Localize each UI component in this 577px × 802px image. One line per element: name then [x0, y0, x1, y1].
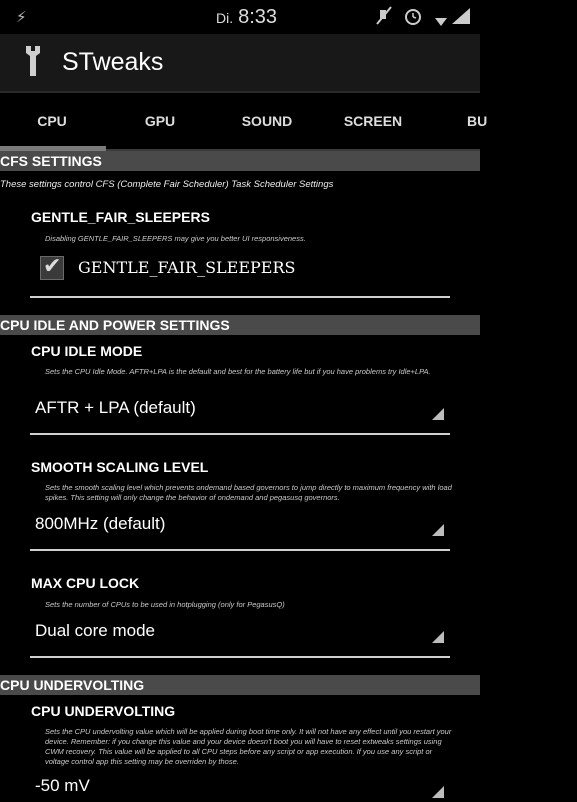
setting-description-max-cpu-lock: Sets the number of CPUs to be used in hotplugging (only for PegasusQ) [45, 600, 285, 609]
divider [30, 549, 450, 551]
signal-icon [452, 8, 470, 29]
tab-bu[interactable]: BU [467, 113, 488, 129]
clock-time: 8:33 [238, 6, 278, 28]
divider [30, 656, 450, 658]
clock [216, 6, 277, 29]
setting-title-max-cpu-lock: MAX CPU LOCK [31, 575, 140, 591]
wrench-icon [22, 44, 44, 78]
setting-description-smooth-scaling-level: Sets the smooth scaling level which prevents ondemand based governors to jump directly to maximum frequency with load spikes. This setting will only change the behavior of ondemand and pegasusq governors. [45, 483, 452, 502]
cpu-idle-mode-spinner[interactable] [30, 394, 448, 424]
cpu-idle-mode-value: AFTR + LPA (default) [35, 398, 196, 417]
wifi-icon [435, 12, 447, 33]
setting-description-gentle-fair-sleepers: Disabling GENTLE_FAIR_SLEEPERS may give you better UI responsiveness. [45, 234, 306, 243]
section-header-cfs: CFS SETTINGS [0, 151, 480, 171]
setting-title-cpu-undervolting: CPU UNDERVOLTING [31, 703, 176, 719]
mute-icon [376, 6, 392, 31]
setting-title-cpu-idle-mode: CPU IDLE MODE [31, 343, 143, 359]
divider [30, 296, 450, 298]
cpu-undervolting-spinner[interactable] [30, 772, 448, 802]
action-bar [0, 34, 480, 92]
app-title: STweaks [62, 48, 164, 76]
section-header-cpu-idle: CPU IDLE AND POWER SETTINGS [0, 315, 480, 335]
smooth-scaling-level-value: 800MHz (default) [35, 514, 166, 533]
charging-bolt-icon: ⚡ [16, 9, 27, 26]
tab-screen[interactable]: SCREEN [343, 113, 403, 129]
tab-cpu[interactable]: CPU [37, 113, 67, 129]
divider [30, 433, 450, 435]
setting-description-cpu-undervolting: Sets the CPU undervolting value which will be applied during boot time only. It will not have any effect until you restart your device. Remember: if you change this value and your device doesn't boot you will have to reset extweaks settings using CWM recovery. This value will be applied to all CPU steps before any script or app execution. If you use any script or voltage control app this setting may be overriden by those. [45, 727, 452, 766]
status-bar [0, 0, 480, 34]
smooth-scaling-level-spinner[interactable] [30, 510, 448, 540]
checkmark-icon: ✔ [43, 253, 62, 278]
section-header-cpu-undervolting: CPU UNDERVOLTING [0, 675, 480, 695]
gentle-fair-sleepers-checkbox[interactable] [40, 253, 64, 280]
max-cpu-lock-spinner[interactable] [30, 617, 448, 647]
setting-title-gentle-fair-sleepers: GENTLE_FAIR_SLEEPERS [31, 209, 210, 225]
tab-gpu[interactable]: GPU [144, 113, 176, 129]
setting-description-cpu-idle-mode: Sets the CPU Idle Mode. AFTR+LPA is the default and best for the battery life but if you have problems try Idle+LPA. [45, 367, 431, 376]
cpu-undervolting-value: -50 mV [35, 776, 90, 795]
tab-sound[interactable]: SOUND [241, 113, 293, 129]
spinner-arrow-icon [432, 524, 444, 536]
gentle-fair-sleepers-checkbox-label[interactable]: GENTLE_FAIR_SLEEPERS [78, 258, 296, 277]
spinner-arrow-icon [432, 408, 444, 420]
clock-day: Di. [216, 10, 234, 26]
tab-bar [0, 93, 488, 149]
spinner-arrow-icon [432, 631, 444, 643]
spinner-arrow-icon [432, 786, 444, 798]
setting-title-smooth-scaling-level: SMOOTH SCALING LEVEL [31, 459, 209, 475]
section-description-cfs: These settings control CFS (Complete Fair Scheduler) Task Scheduler Settings [0, 179, 334, 190]
max-cpu-lock-value: Dual core mode [35, 621, 156, 640]
alarm-icon [403, 6, 423, 31]
